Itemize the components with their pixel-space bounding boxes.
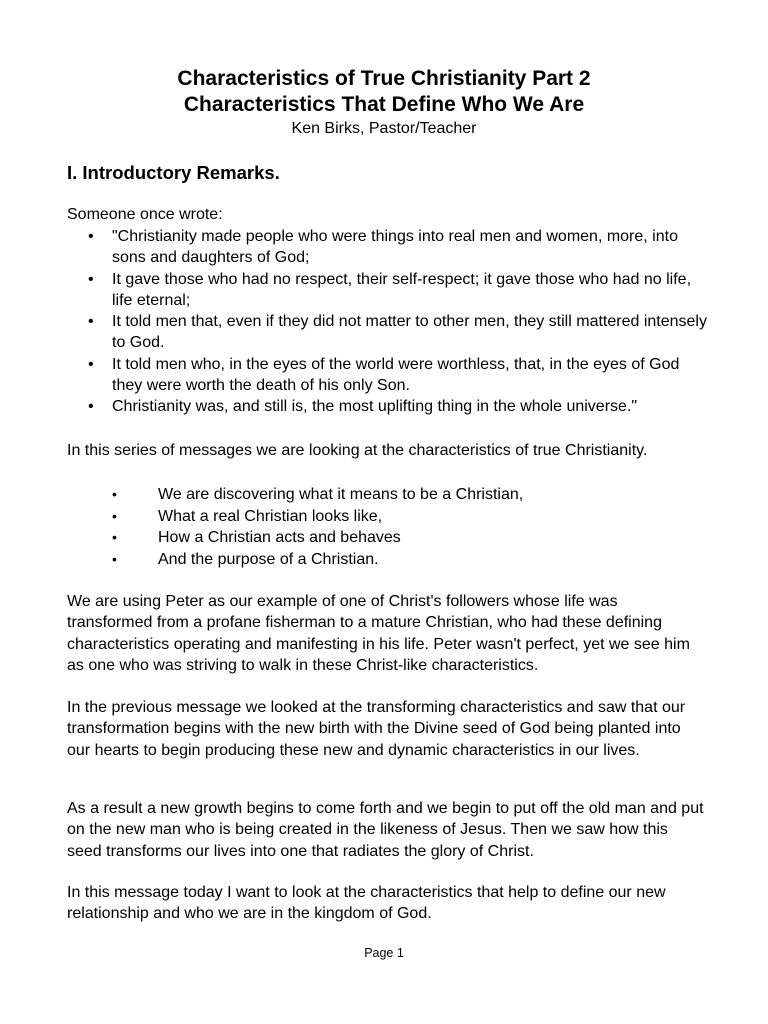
author-byline: Ken Birks, Pastor/Teacher — [291, 120, 477, 137]
list-item: • It told men that, even if they did not matter to other men, they still mattered intensely to God. — [67, 311, 707, 354]
quote-bullet-list — [67, 226, 707, 418]
document-title: Characteristics of True Christianity Part 2 — [177, 67, 591, 90]
list-item: • Christianity was, and still is, the most uplifting thing in the whole universe." — [67, 396, 707, 417]
list-item: • We are discovering what it means to be a Christian, — [67, 484, 707, 506]
series-intro: In this series of messages we are looking at the characteristics of true Christianity. — [67, 442, 648, 459]
list-item: • How a Christian acts and behaves — [67, 527, 707, 549]
list-item: • What a real Christian looks like, — [67, 506, 707, 528]
paragraph-previous-message: In the previous message we looked at the transforming characteristics and saw that our transformation begins with the new birth with the Divine seed of God being planted into our hearts to begin producing these new and dynamic characteristics in our lives. — [67, 699, 686, 759]
list-item: • And the purpose of a Christian. — [67, 549, 707, 571]
paragraph-today: In this message today I want to look at the characteristics that help to define our new relationship and who we are in the kingdom of God. — [67, 884, 666, 923]
quote-intro: Someone once wrote: — [67, 206, 223, 223]
paragraph-new-growth: As a result a new growth begins to come forth and we begin to put off the old man and put on the new man who is being created in the likeness of Jesus. Then we saw how this seed transforms our lives into one that radiates the glory of Christ. — [67, 800, 704, 860]
document-subtitle: Characteristics That Define Who We Are — [183, 93, 585, 116]
paragraph-peter: We are using Peter as our example of one of Christ's followers whose life was transformed from a profane fisherman to a mature Christian, who had these defining characteristics operating and manifesting in his life. Peter wasn't perfect, yet we see him as one who was striving to walk in these Christ-like characteristics. — [67, 593, 690, 674]
series-bullet-list — [67, 484, 707, 570]
list-item: • "Christianity made people who were things into real men and women, more, into sons and daughters of God; — [67, 226, 707, 269]
list-item: • It told men who, in the eyes of the world were worthless, that, in the eyes of God they were worth the death of his only Son. — [67, 354, 707, 397]
page-number: Page 1 — [364, 946, 404, 960]
section-heading: I. Introductory Remarks. — [67, 162, 280, 183]
list-item: • It gave those who had no respect, their self-respect; it gave those who had no life, life eternal; — [67, 269, 707, 312]
